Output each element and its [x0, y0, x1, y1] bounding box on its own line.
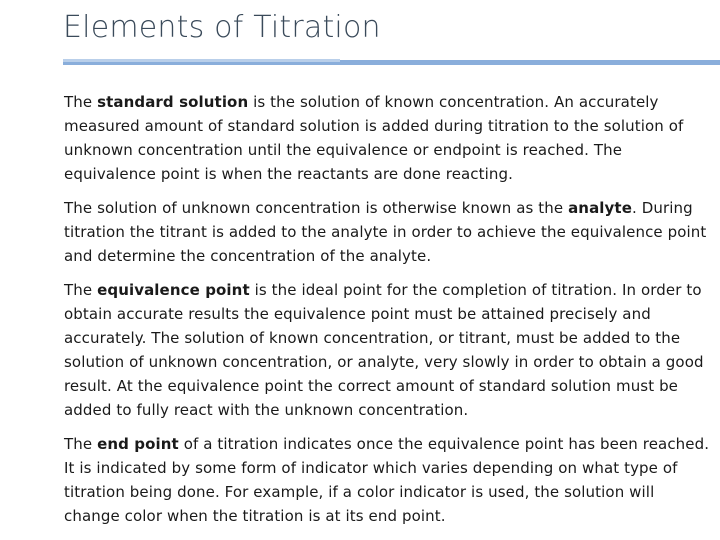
slide-body	[64, 90, 714, 538]
term-equivalence-point: equivalence point	[97, 281, 250, 299]
title-underline-accent	[63, 59, 340, 62]
paragraph-text: is the ideal point for the completion of titration. In order to obtain accurate results the equivalence point must be attained precisely and accurately. The solution of known concentration, or titrant, must be added to the solution of unknown concentration, or analyte, very slowly in order to obtain a good result. At the equivalence point the correct amount of standard solution must be added to fully react with the unknown concentration.	[64, 281, 704, 419]
paragraph-analyte	[64, 196, 714, 268]
paragraph-text: . During titration the titrant is added to the analyte in order to achieve the equivalence point and determine the concentration of the analyte.	[64, 199, 707, 265]
slide-title: Elements of Titration	[63, 10, 381, 45]
paragraph-text: of a titration indicates once the equivalence point has been reached. It is indicated by some form of indicator which varies depending on what type of titration being done. For example, if a color indicator is used, the solution will change color when the titration is at its end point.	[64, 435, 710, 525]
paragraph-intro: The solution of unknown concentration is otherwise known as the	[64, 199, 569, 217]
paragraph-end-point	[64, 432, 714, 528]
paragraph-text: is the solution of known concentration. An accurately measured amount of standard solution is added during titration to the solution of unknown concentration until the equivalence or endpoint is reached. The equivalence point is when the reactants are done reacting.	[64, 93, 684, 183]
paragraph-intro: The	[64, 281, 98, 299]
paragraph-equivalence-point	[64, 278, 714, 422]
paragraph-intro: The	[64, 93, 98, 111]
term-standard-solution: standard solution	[97, 93, 249, 111]
paragraph-intro: The	[64, 435, 98, 453]
term-analyte: analyte	[568, 199, 632, 217]
paragraph-standard-solution	[64, 90, 714, 186]
term-end-point: end point	[97, 435, 179, 453]
